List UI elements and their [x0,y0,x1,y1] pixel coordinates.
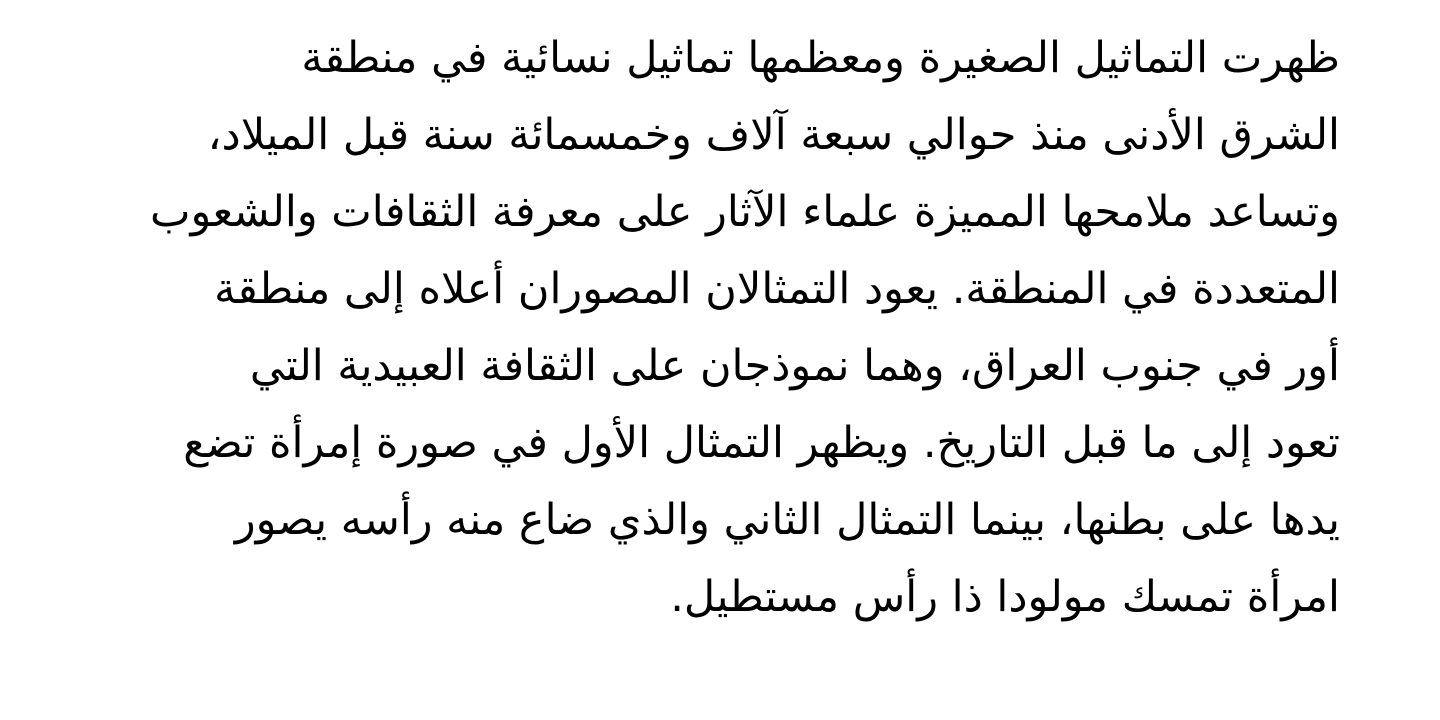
text-line-4: المتعددة في المنطقة. يعود التمثالان المصوران أعلاه إلى منطقة [214,264,1340,314]
arabic-paragraph [60,20,1340,636]
text-line-6: تعود إلى ما قبل التاريخ. ويظهر التمثال الأول في صورة إمرأة تضع [183,418,1340,468]
text-line-3: وتساعد ملامحها المميزة علماء الآثار على معرفة الثقافات والشعوب [149,187,1340,237]
text-line-7: يدها على بطنها، بينما التمثال الثاني والذي ضاع منه رأسه يصور [234,495,1340,545]
text-line-1: ظهرت التماثيل الصغيرة ومعظمها تماثيل نسائية في منطقة [301,33,1340,83]
text-line-5: أور في جنوب العراق، وهما نموذجان على الثقافة العبيدية التي [249,341,1340,391]
text-line-2: الشرق الأدنى منذ حوالي سبعة آلاف وخمسمائة سنة قبل الميلاد، [207,110,1340,160]
text-line-8: امرأة تمسك مولودا ذا رأس مستطيل. [670,572,1340,622]
